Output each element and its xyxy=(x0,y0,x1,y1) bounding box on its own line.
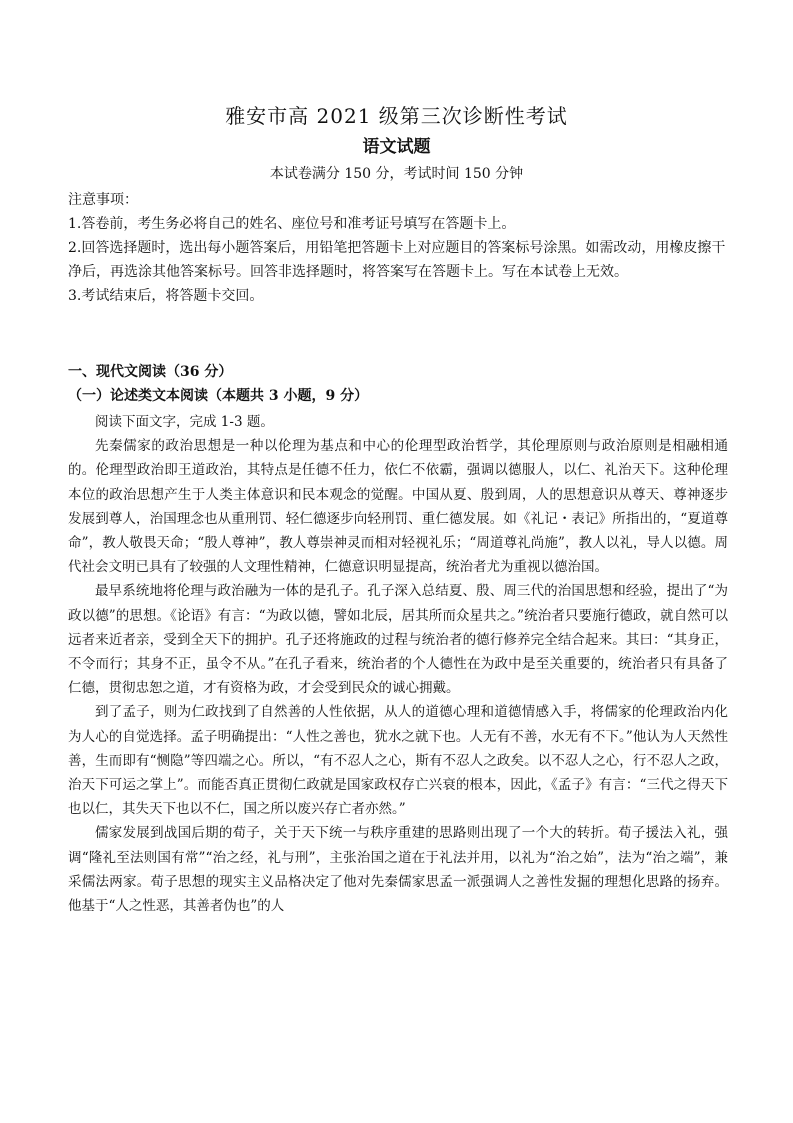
notice-block xyxy=(68,188,728,308)
notice-item: 1.答卷前，考生务必将自己的姓名、座位号和准考证号填写在答题卡上。 xyxy=(68,216,516,232)
passage-paragraph: 儒家发展到战国后期的荀子，关于天下统一与秩序重建的思路则出现了一个大的转折。荀子援法入礼，强调“隆礼至法则国有常”“治之经，礼与刑”，主张治国之道在于礼法并用，以礼为“治之始”，法为“治之端”，兼采儒法两家。荀子思想的现实主义品格决定了他对先秦儒家思孟一派强调人之善性发掘的理想化思路的扬弃。他基于“人之性恶，其善者伪也”的人 xyxy=(68,825,728,915)
passage-paragraph: 到了孟子，则为仁政找到了自然善的人性依据，从人的道德心理和道德情感入手，将儒家的伦理政治内化为人心的自觉选择。孟子明确提出：“人性之善也，犹水之就下也。人无有不善，水无有不下。”他认为人天然性善，生而即有“恻隐”等四端之心。所以，“有不忍人之心，斯有不忍人之政矣。以不忍人之心，行不忍人之政，治天下可运之掌上”。而能否真正贯彻仁政就是国家政权存亡兴衰的根本，因此，《孟子》有言：“三代之得天下也以仁，其失天下也以不仁，国之所以废兴存亡者亦然。” xyxy=(68,704,728,818)
subsection-heading: （一）论述类文本阅读（本题共 3 小题，9 分） xyxy=(68,388,369,404)
instruction-text: 阅读下面文字，完成 1-3 题。 xyxy=(95,414,274,430)
exam-subtitle: 语文试题 xyxy=(362,137,431,157)
passage-paragraph: 最早系统地将伦理与政治融为一体的是孔子。孔子深入总结夏、殷、周三代的治国思想和经验，提出了“为政以德”的思想。《论语》有言：“为政以德，譬如北辰，居其所而众星共之。”统治者只要施行德政，就自然可以远者来近者亲，受到全天下的拥护。孔子还将施政的过程与统治者的德行修养完全结合起来。其曰：“其身正，不令而行；其身不正，虽令不从。”在孔子看来，统治者的个人德性在为政中是至关重要的，统治者只有具备了仁德，贯彻忠恕之道，才有资格为政，才会受到民众的诚心拥戴。 xyxy=(68,583,728,697)
passage-paragraph: 先秦儒家的政治思想是一种以伦理为基点和中心的伦理型政治哲学，其伦理原则与政治原则是相融相通的。伦理型政治即王道政治，其特点是任德不任力，依仁不依霸，强调以德服人，以仁、礼治天下。这种伦理本位的政治思想产生于人类主体意识和民本观念的觉醒。中国从夏、殷到周，人的思想意识从尊天、尊神逐步发展到尊人，治国理念也从重刑罚、轻仁德逐步向轻刑罚、重仁德发展。如《礼记・表记》所指出的，“夏道尊命”，教人敬畏天命；“殷人尊神”，教人尊崇神灵而相对轻视礼乐；“周道尊礼尚施”，教人以礼，导人以德。周代社会文明已具有了较强的人文理性精神，仁德意识明显提高，统治者尤为重视以德治国。 xyxy=(68,438,728,576)
reading-passage xyxy=(68,410,728,918)
notice-item: 2.回答选择题时，选出每小题答案后，用铅笔把答题卡上对应题目的答案标号涂黑。如需改动，用橡皮擦干净后，再选涂其他答案标号。回答非选择题时，将答案写在答题卡上。写在本试卷上无效。 xyxy=(68,240,726,280)
exam-meta: 本试卷满分 150 分，考试时间 150 分钟 xyxy=(269,166,524,182)
notice-heading: 注意事项： xyxy=(68,192,138,208)
section-heading: 一、现代文阅读（36 分） xyxy=(68,364,233,380)
notice-item: 3.考试结束后，将答题卡交回。 xyxy=(68,288,264,304)
exam-title: 雅安市高 2021 级第三次诊断性考试 xyxy=(225,104,568,128)
